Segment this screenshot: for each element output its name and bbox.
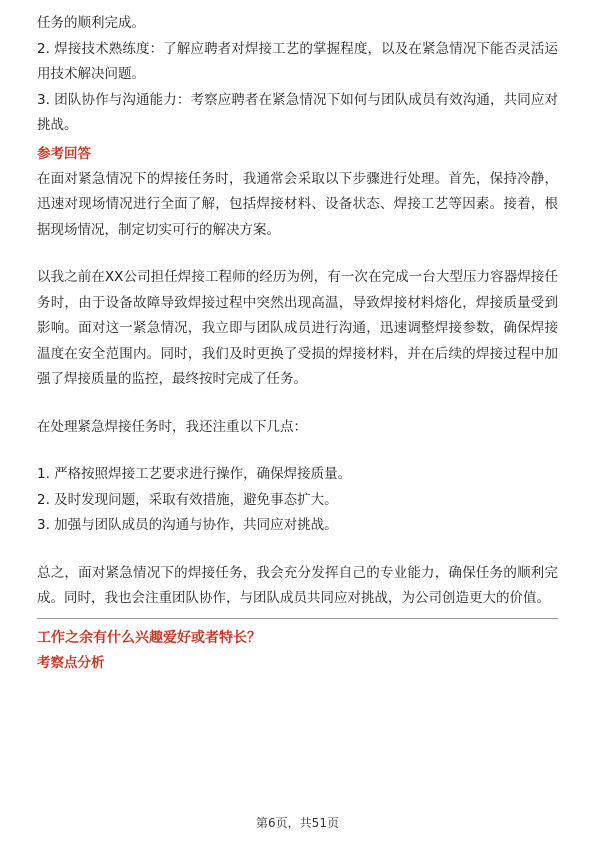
page-number: 第6页，共51页 [256, 816, 339, 830]
answer-paragraph-3: 在处理紧急焊接任务时，我还注重以下几点： [37, 418, 307, 435]
next-question-title: 工作之余有什么兴趣爱好或者特长？ [37, 629, 261, 646]
answer-conclusion: 总之，面对紧急情况下的焊接任务，我会充分发挥自己的专业能力，确保任务的顺利完成。同时，我也会注重团队协作，与团队成员共同应对挑战，为公司创造更大的价值。 [37, 564, 558, 606]
reference-answer-heading: 参考回答 [37, 145, 91, 162]
answer-paragraph-2: 以我之前在XX公司担任焊接工程师的经历为例，有一次在完成一台大型压力容器焊接任务时，由于设备故障导致焊接过程中突然出现高温，导致焊接材料熔化，焊接质量受到影响。面对这一紧急情况，我立即与团队成员进行沟通，迅速调整焊接参数，确保焊接温度在安全范围内。同时，我们及时更换了受损的焊接材料，并在后续的焊接过程中加强了焊接质量的监控，最终按时完成了任务。 [37, 269, 558, 387]
analysis-item-2: 2. 焊接技术熟练度：了解应聘者对焊接工艺的掌握程度，以及在紧急情况下能否灵活运用技术解决问题。 [37, 40, 558, 82]
section-divider [37, 618, 558, 619]
answer-point-3: 3. 加强与团队成员的沟通与协作，共同应对挑战。 [37, 517, 338, 533]
analysis-heading: 考察点分析 [37, 654, 105, 671]
document-body [37, 11, 558, 676]
answer-paragraph-1: 在面对紧急情况下的焊接任务时，我通常会采取以下步骤进行处理。首先，保持冷静，迅速对现场情况进行全面了解，包括焊接材料、设备状态、焊接工艺等因素。接着，根据现场情况，制定切实可行的解决方案。 [37, 170, 558, 238]
analysis-item-3: 3. 团队协作与沟通能力：考察应聘者在紧急情况下如何与团队成员有效沟通，共同应对挑战。 [37, 91, 558, 133]
answer-point-2: 2. 及时发现问题，采取有效措施，避免事态扩大。 [37, 491, 338, 508]
answer-point-1: 1. 严格按照焊接工艺要求进行操作，确保焊接质量。 [37, 466, 352, 482]
intro-tail: 任务的顺利完成。 [37, 15, 145, 31]
